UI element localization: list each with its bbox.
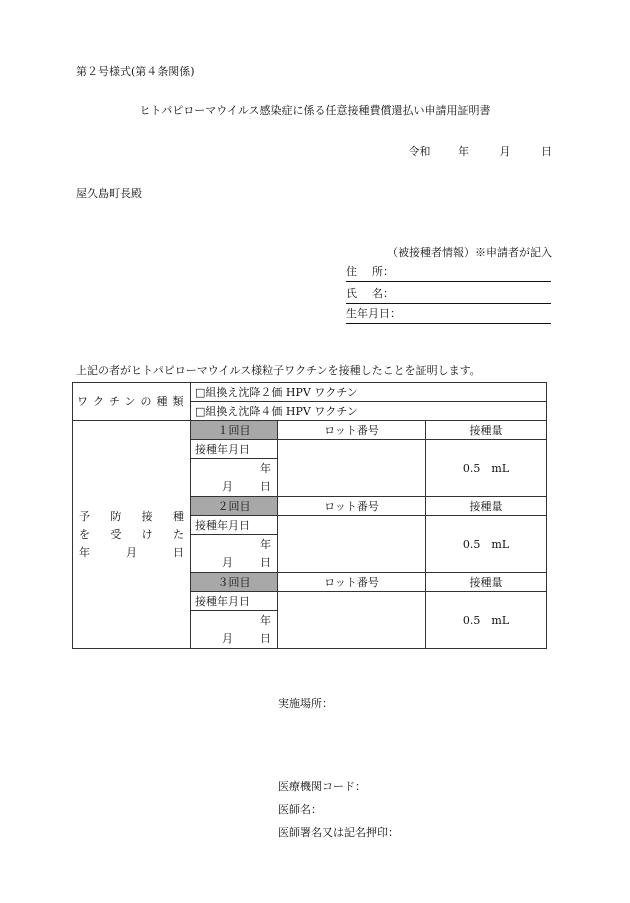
institution-code-label: 医療機関コード：: [278, 780, 366, 793]
form-number: 第２号様式(第４条関係): [76, 65, 195, 78]
vaccination-date-field-label: 接種年月日: [191, 516, 278, 535]
addressee: 屋久島町長殿: [76, 187, 142, 200]
dose-1-label: １回目: [191, 421, 278, 440]
dose-3-date-year[interactable]: 年: [191, 611, 278, 630]
label-char: 月: [126, 545, 137, 559]
month-char: 月: [222, 632, 233, 646]
address-label-1: 住: [346, 265, 357, 278]
lot-number-header: ロット番号: [278, 573, 426, 592]
vaccination-table: [72, 382, 547, 649]
dose-1-date-year[interactable]: 年: [191, 459, 278, 478]
birthdate-label: 生年月日：: [346, 307, 401, 320]
vaccine-option-quadrivalent[interactable]: □組換え沈降４価 HPV ワクチン: [191, 402, 547, 421]
dose-2-label: ２回目: [191, 497, 278, 516]
label-char: を: [79, 527, 90, 541]
dose-header-row: [73, 421, 547, 440]
dose-amount-header: 接種量: [426, 421, 547, 440]
label-char: 防: [110, 509, 122, 523]
address-field[interactable]: [346, 264, 551, 282]
month-char: 月: [222, 480, 233, 494]
dose-3-lot-number[interactable]: [278, 592, 426, 649]
issue-date: [409, 145, 553, 159]
label-char: 予: [79, 509, 90, 523]
dose-1-date-month-day[interactable]: [191, 478, 278, 497]
label-char: 受: [110, 527, 122, 541]
day-char: 日: [260, 480, 271, 494]
dose-2-amount: 0.5 mL: [426, 516, 547, 573]
document-title: ヒトパピローマウイルス感染症に係る任意接種費償還払い申請用証明書: [139, 104, 491, 117]
dose-1-amount: 0.5 mL: [426, 440, 547, 497]
doctor-name-label: 医師名：: [278, 803, 322, 816]
dose-3-label: ３回目: [191, 573, 278, 592]
label-char: 種: [172, 509, 184, 523]
lot-number-header: ロット番号: [278, 421, 426, 440]
name-label-1: 氏: [346, 287, 357, 300]
lot-number-header: ロット番号: [278, 497, 426, 516]
vaccine-type-label: ワクチンの種類: [73, 383, 191, 421]
date-month: 月: [499, 145, 511, 158]
vaccination-date-field-label: 接種年月日: [191, 440, 278, 459]
vaccine-type-row: [73, 383, 547, 402]
dose-3-amount: 0.5 mL: [426, 592, 547, 649]
recipient-info-header: （被接種者情報）※申請者が記入: [387, 246, 552, 259]
dose-amount-header: 接種量: [426, 573, 547, 592]
day-char: 日: [260, 556, 271, 570]
date-era: 令和: [408, 145, 431, 158]
dose-2-date-month-day[interactable]: [191, 554, 278, 573]
month-char: 月: [222, 556, 233, 570]
dose-2-date-year[interactable]: 年: [191, 535, 278, 554]
label-char: た: [172, 527, 184, 541]
dose-3-date-month-day[interactable]: [191, 630, 278, 649]
birthdate-field[interactable]: [346, 306, 551, 324]
name-label-2: 名：: [372, 287, 394, 300]
vaccination-date-label-line: [79, 544, 184, 562]
label-char: 年: [79, 545, 90, 559]
date-day: 日: [541, 145, 552, 158]
vaccination-date-field-label: 接種年月日: [191, 592, 278, 611]
dose-2-lot-number[interactable]: [278, 516, 426, 573]
label-char: け: [141, 527, 153, 541]
address-label-2: 所：: [372, 265, 394, 278]
vaccination-date-label-line: [79, 526, 184, 544]
certification-statement: 上記の者がヒトパピローマウイルス様粒子ワクチンを接種したことを証明します。: [76, 364, 481, 377]
vaccination-date-label: [73, 421, 191, 649]
day-char: 日: [260, 632, 271, 646]
name-field[interactable]: [346, 286, 551, 304]
vaccine-option-bivalent[interactable]: □組換え沈降２価 HPV ワクチン: [191, 383, 547, 402]
dose-amount-header: 接種量: [426, 497, 547, 516]
date-year: 年: [458, 145, 469, 158]
vaccination-date-label-line: [79, 508, 184, 526]
vaccination-place-label: 実施場所：: [278, 697, 333, 710]
label-char: 接: [141, 509, 153, 523]
label-char: 日: [173, 545, 184, 559]
doctor-signature-label: 医師署名又は記名押印：: [278, 826, 399, 839]
dose-1-lot-number[interactable]: [278, 440, 426, 497]
